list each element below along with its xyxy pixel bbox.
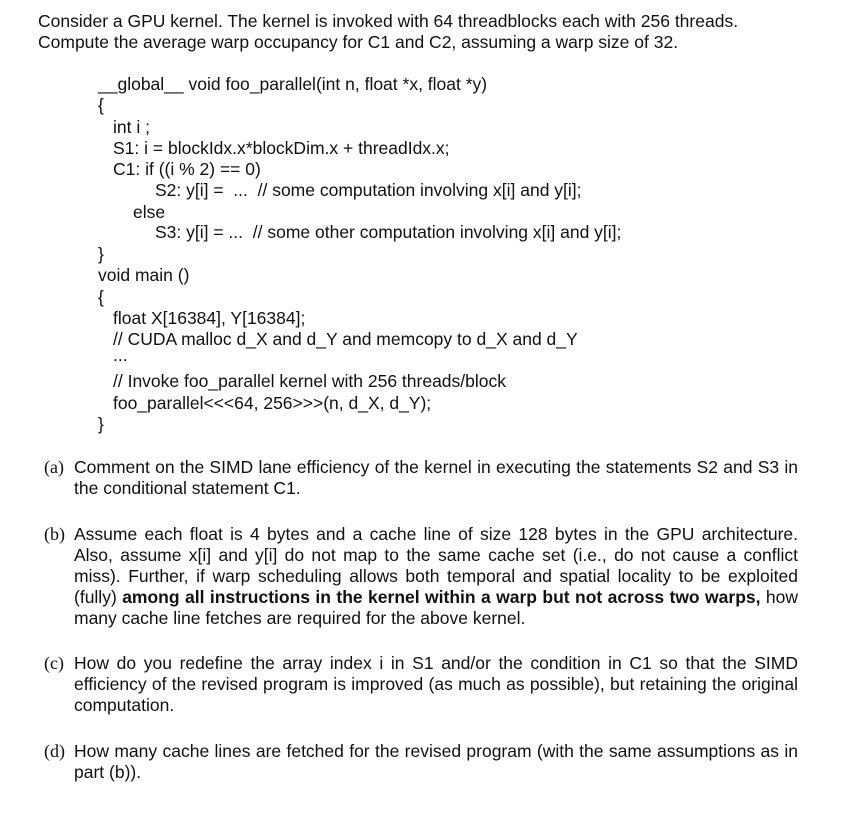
question-a-text: Comment on the SIMD lane efficiency of the kernel in executing the statements S2 and S3 in the conditional statement C1. (74, 457, 798, 498)
code-line-open-brace: { (98, 95, 104, 115)
question-c-text: How do you redefine the array index i in S1 and/or the condition in C1 so that the SIMD efficiency of the revised program is improved (as much as possible), but retaining the original computation. (74, 653, 798, 715)
code-line-c1: C1: if ((i % 2) == 0) (113, 159, 261, 179)
code-line-main-close: } (98, 414, 104, 434)
question-b-text (74, 524, 798, 629)
code-line-invoke-comment: // Invoke foo_parallel kernel with 256 threads/block (113, 371, 507, 391)
question-b-text-after: how many cache line fetches are required for the above kernel. (74, 587, 799, 628)
intro-line-2: Compute the average warp occupancy for C1 and C2, assuming a warp size of 32. (38, 32, 679, 52)
question-d-label: (d) (44, 741, 65, 761)
code-line-malloc-comment: // CUDA malloc d_X and d_Y and memcopy to d_X and d_Y (113, 329, 578, 349)
code-line-decl: int i ; (113, 117, 150, 137)
question-a-label: (a) (44, 457, 64, 477)
code-line-arrays: float X[16384], Y[16384]; (113, 308, 306, 328)
intro-line-1: Consider a GPU kernel. The kernel is invoked with 64 threadblocks each with 256 threads. (38, 11, 739, 31)
code-line-s1: S1: i = blockIdx.x*blockDim.x + threadIdx.x; (113, 138, 450, 158)
code-line-kernel-call: foo_parallel<<<64, 256>>>(n, d_X, d_Y); (113, 393, 432, 413)
question-d-text: How many cache lines are fetched for the revised program (with the same assumptions as in part (b)). (74, 741, 798, 782)
question-b-label: (b) (44, 524, 65, 544)
question-b-emphasis: among all instructions in the kernel within a warp but not across two warps, (122, 587, 761, 607)
code-line-s3: S3: y[i] = ... // some other computation involving x[i] and y[i]; (155, 222, 622, 242)
code-line-main: void main () (98, 265, 190, 285)
code-line-else: else (133, 202, 166, 222)
code-line-main-open: { (98, 287, 104, 307)
question-c-label: (c) (44, 653, 64, 673)
code-line-close-brace: } (98, 244, 104, 264)
code-line-ellipsis: ... (113, 345, 128, 365)
code-line-s2: S2: y[i] = ... // some computation involving x[i] and y[i]; (155, 180, 582, 200)
code-line-signature: __global__ void foo_parallel(int n, float *x, float *y) (98, 74, 488, 94)
question-b-text-before: Assume each float is 4 bytes and a cache line of size 128 bytes in the GPU architecture. Also, assume x[i] and y[i] do not map to the same cache set (i.e., do not cause a conflict miss). Further, if warp scheduling allows both temporal and spatial locality to be exploited (fully) (74, 524, 798, 607)
